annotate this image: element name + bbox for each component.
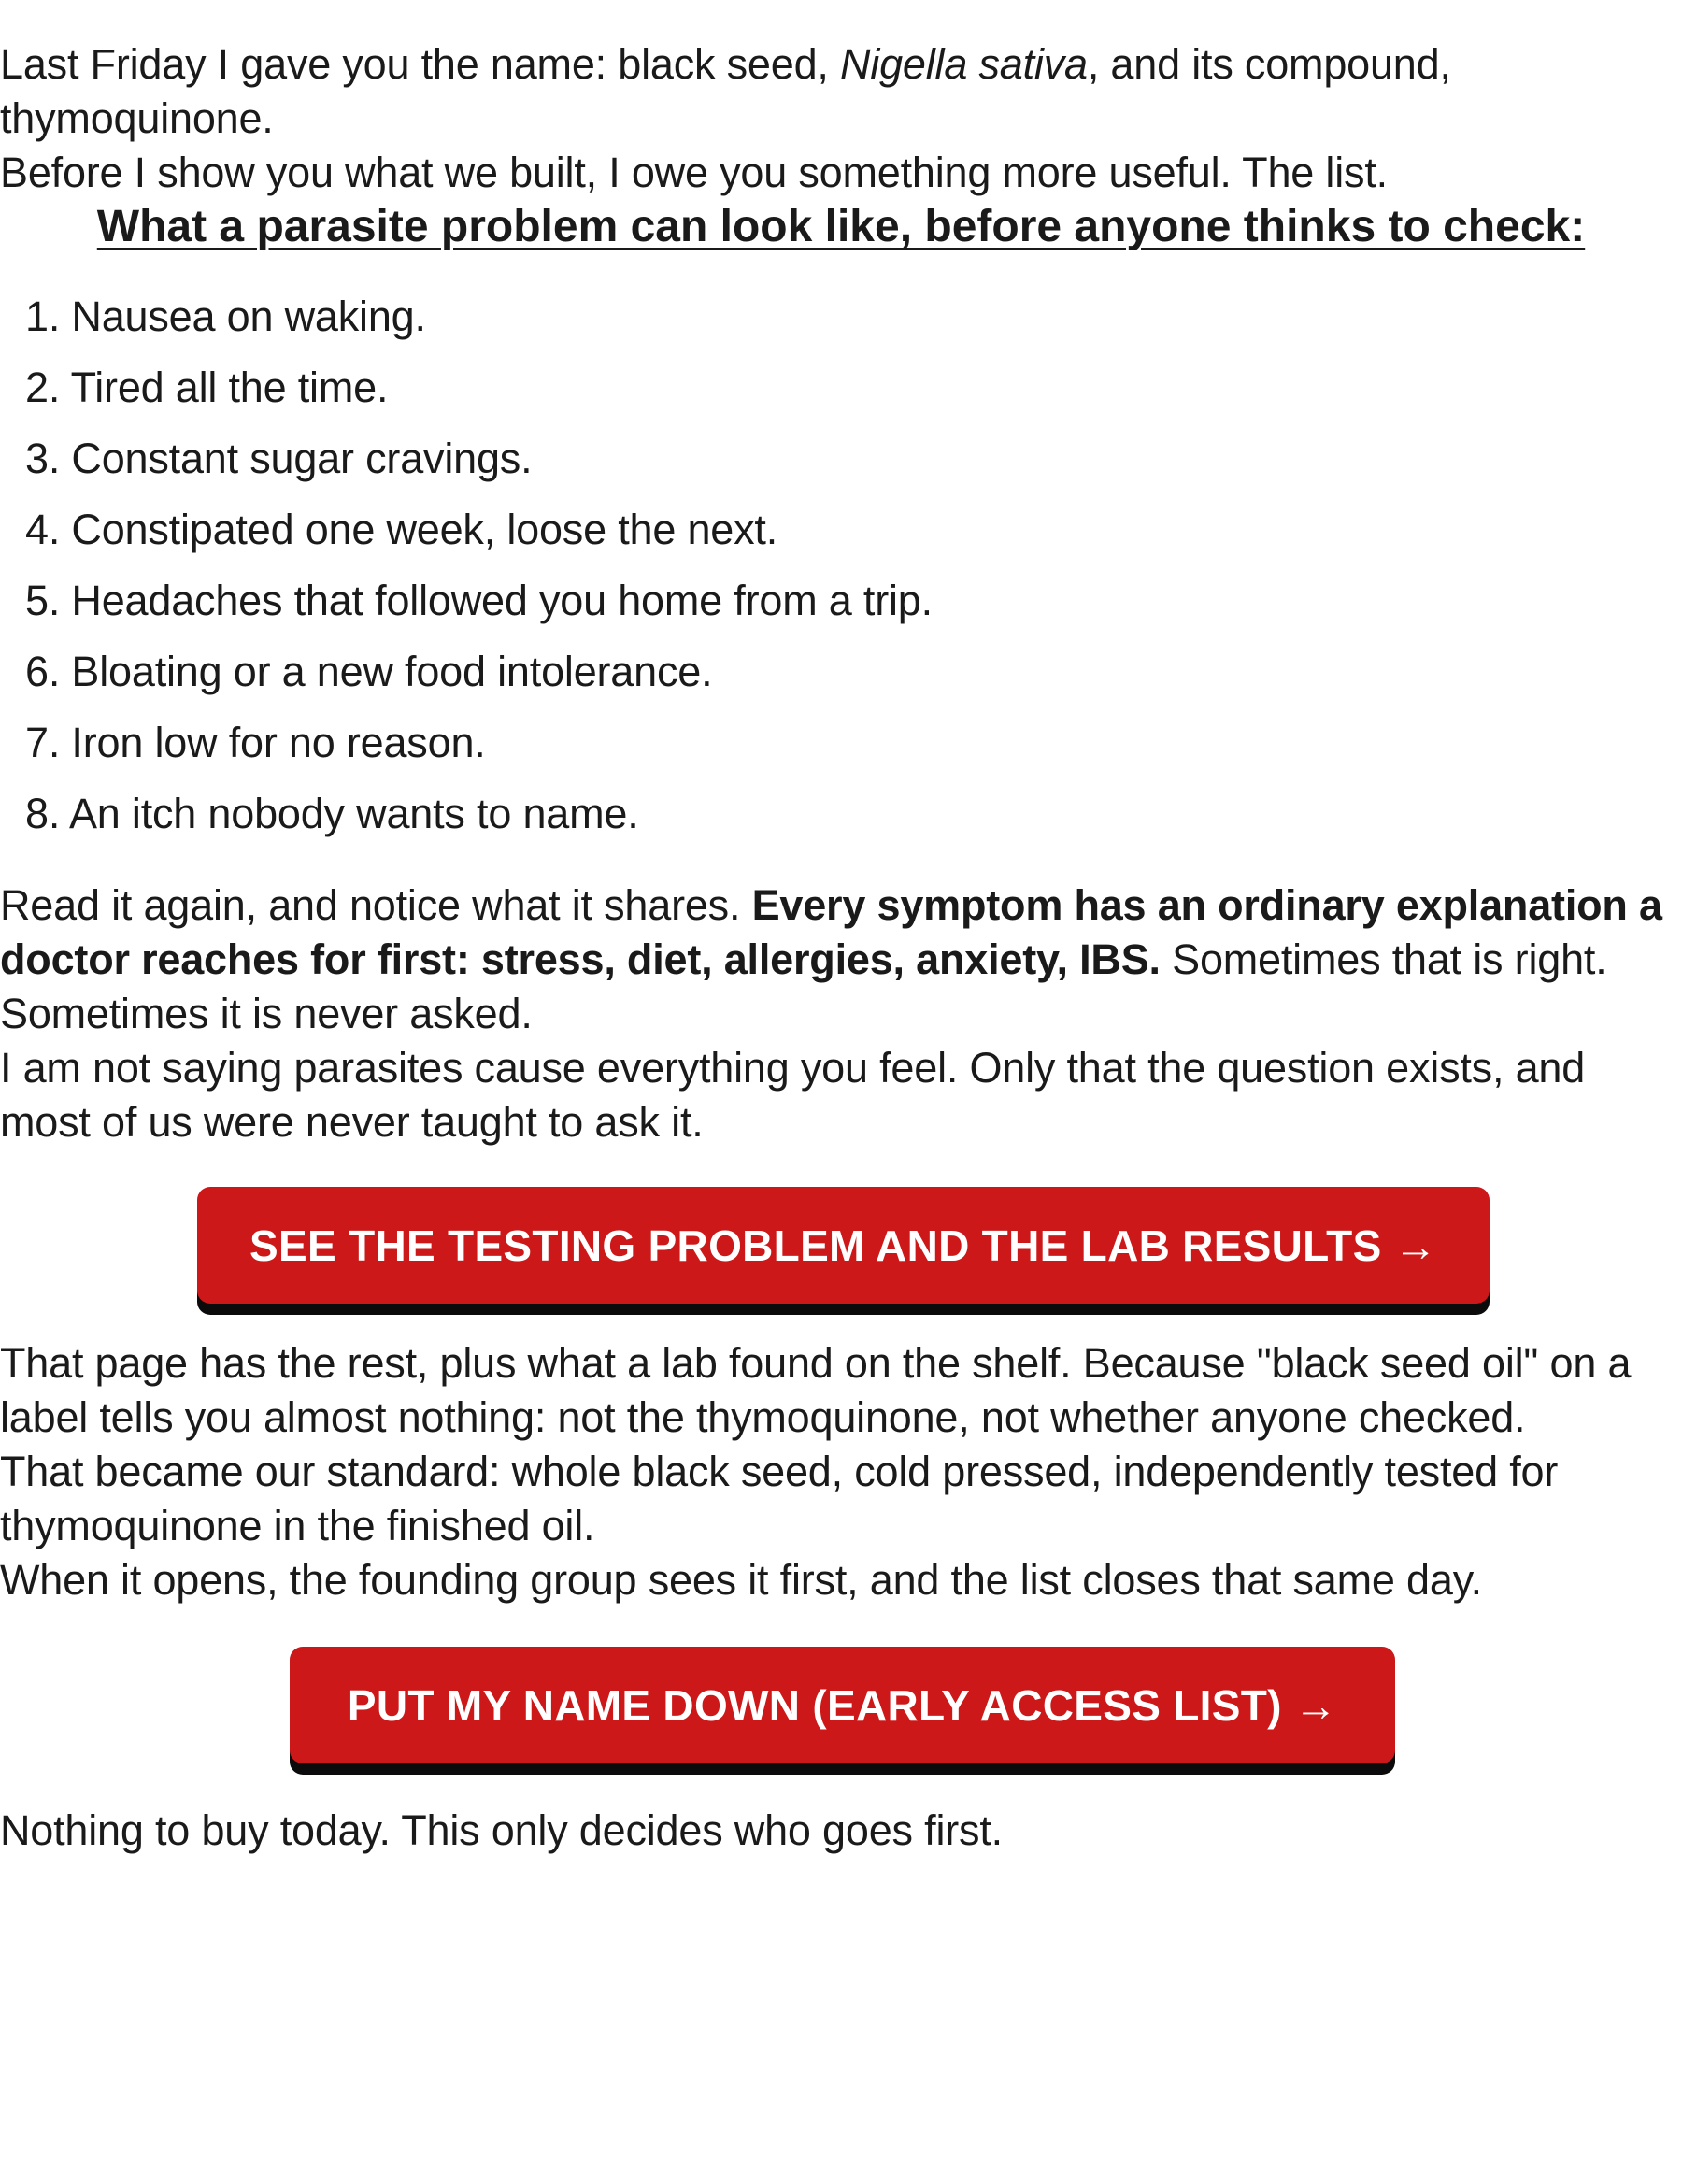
read-again-text-start: Read it again, and notice what it shares. — [0, 881, 752, 929]
intro-text-end: , and its compound, thymoquinone. — [0, 40, 1451, 142]
secondary-cta-container — [0, 1607, 1682, 1804]
standard-paragraph: That became our standard: whole black seed, cold pressed, independently tested for thymoquinone in the finished oil. — [0, 1448, 1559, 1549]
symptom-item: 1. Nausea on waking. — [25, 293, 426, 340]
symptom-list-heading: What a parasite problem can look like, before anyone thinks to check: — [96, 202, 1586, 251]
intro-paragraph — [0, 37, 1682, 146]
read-again-emphasis: Every symptom has an ordinary explanation a doctor reaches for first: stress, diet, allergies, anxiety, IBS. — [0, 881, 1662, 983]
read-again-text-end: Sometimes that is right. Sometimes it is never asked. — [0, 935, 1607, 1037]
intro-latin-name: Nigella sativa — [840, 40, 1088, 88]
closing-paragraph: Nothing to buy today. This only decides who goes first. — [0, 1806, 1003, 1854]
symptom-item: 8. An itch nobody wants to name. — [25, 790, 639, 837]
symptom-item: 6. Bloating or a new food intolerance. — [25, 648, 713, 695]
symptom-item: 2. Tired all the time. — [25, 364, 389, 411]
intro-text-start: Last Friday I gave you the name: black seed, — [0, 40, 840, 88]
lead-paragraph: Before I show you what we built, I owe you something more useful. The list. — [0, 149, 1388, 196]
early-access-button[interactable]: PUT MY NAME DOWN (EARLY ACCESS LIST) → — [290, 1647, 1395, 1763]
symptom-item: 3. Constant sugar cravings. — [25, 435, 533, 482]
read-again-paragraph — [0, 878, 1682, 1041]
see-lab-results-button[interactable]: SEE THE TESTING PROBLEM AND THE LAB RESULTS → — [197, 1187, 1490, 1304]
symptom-item: 7. Iron low for no reason. — [25, 719, 486, 766]
email-body — [0, 37, 1682, 1858]
that-page-paragraph: That page has the rest, plus what a lab found on the shelf. Because "black seed oil" on a label tells you almost nothing: not the thymoquinone, not whether anyone checked. — [0, 1339, 1632, 1441]
symptom-item: 4. Constipated one week, loose the next. — [25, 506, 778, 553]
primary-cta-container — [0, 1149, 1682, 1336]
symptom-item: 5. Headaches that followed you home from a trip. — [25, 577, 933, 624]
not-saying-paragraph: I am not saying parasites cause everything you feel. Only that the question exists, and most of us were never taught to ask it. — [0, 1044, 1586, 1146]
symptom-list — [0, 290, 1682, 841]
when-opens-paragraph: When it opens, the founding group sees it first, and the list closes that same day. — [0, 1556, 1482, 1604]
